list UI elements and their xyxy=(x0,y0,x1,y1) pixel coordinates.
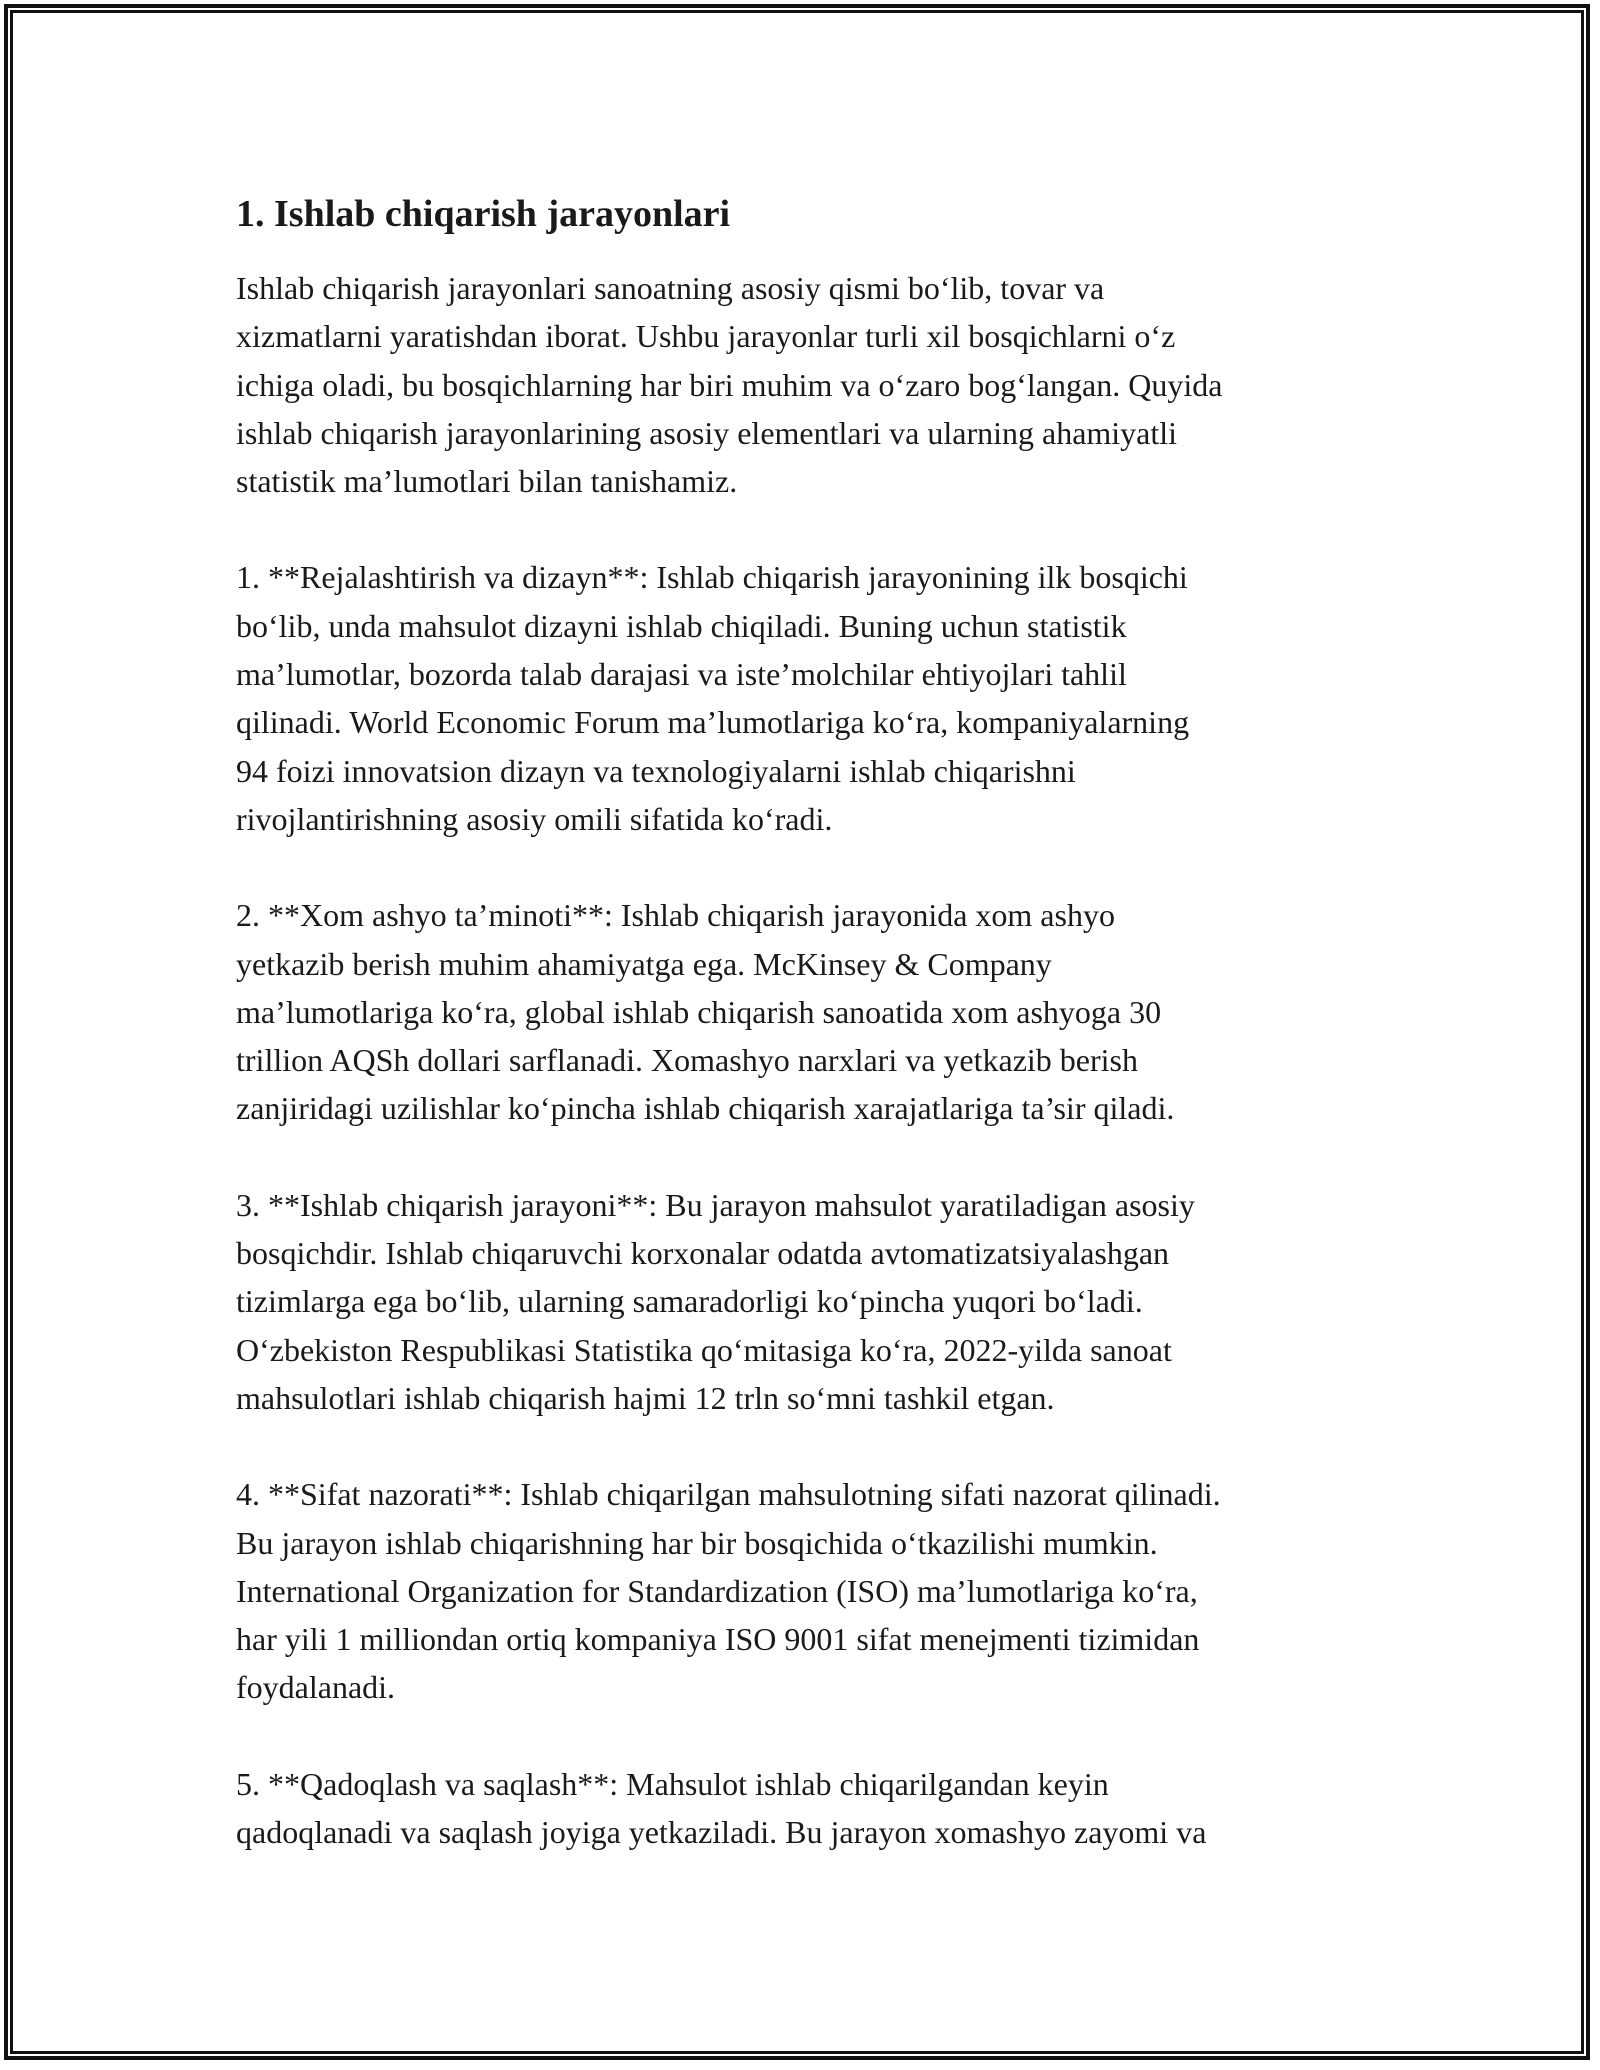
paragraph-raw-materials: 2. **Xom ashyo ta’minoti**: Ishlab chiqarish jarayonida xom ashyo yetkazib berish muhim ahamiyatga ega. McKinsey & Company ma’lumotlariga ko‘ra, global ishlab chiqarish sanoatida xom ashyoga 30 trillion AQSh dollari sarflanadi. Xomashyo narxlari va yetkazib berish zanjiridagi uzilishlar ko‘pincha ishlab chiqarish xarajatlariga ta’sir qiladi. xyxy=(236,897,1175,1127)
paragraph-planning-design: 1. **Rejalashtirish va dizayn**: Ishlab chiqarish jarayonining ilk bosqichi bo‘lib, unda mahsulot dizayni ishlab chiqiladi. Buning uchun statistik ma’lumotlar, bozorda talab darajasi va iste’molchilar ehtiyojlari tahlil qilinadi. World Economic Forum ma’lumotlariga ko‘ra, kompaniyalarning 94 foizi innovatsion dizayn va texnologiyalarni ishlab chiqarishni rivojlantirishning asosiy omili sifatida ko‘radi. xyxy=(236,559,1190,837)
paragraph-packaging-storage: 5. **Qadoqlash va saqlash**: Mahsulot ishlab chiqarilgandan keyin qadoqlanadi va saqlash joyiga yetkaziladi. Bu jarayon xomashyo zayomi va xyxy=(236,1765,1207,1851)
paragraph-production-process: 3. **Ishlab chiqarish jarayoni**: Bu jarayon mahsulot yaratiladigan asosiy bosqichdir. Ishlab chiqaruvchi korxonalar odatda avtomatizatsiyalashgan tizimlarga ega bo‘lib, ularning samaradorligi ko‘pincha yuqori bo‘ladi. O‘zbekiston Respublikasi Statistika qo‘mitasiga ko‘ra, 2022-yilda sanoat mahsulotlari ishlab chiqarish hajmi 12 trln so‘mni tashkil etgan. xyxy=(236,1186,1195,1416)
document-page xyxy=(236,190,1376,1904)
intro-paragraph: Ishlab chiqarish jarayonlari sanoatning asosiy qismi bo‘lib, tovar va xizmatlarni yaratishdan iborat. Ushbu jarayonlar turli xil bosqichlarni o‘z ichiga oladi, bu bosqichlarning har biri muhim va o‘zaro bog‘langan. Quyida ishlab chiqarish jarayonlarining asosiy elementlari va ularning ahamiyatli statistik ma’lumotlari bilan tanishamiz. xyxy=(236,270,1223,500)
paragraph-quality-control: 4. **Sifat nazorati**: Ishlab chiqarilgan mahsulotning sifati nazorat qilinadi. Bu jarayon ishlab chiqarishning har bir bosqichida o‘tkazilishi mumkin. International Organization for Standardization (ISO) ma’lumotlariga ko‘ra, har yili 1 milliondan ortiq kompaniya ISO 9001 sifat menejmenti tizimidan foydalanadi. xyxy=(236,1476,1221,1706)
section-heading: 1. Ishlab chiqarish jarayonlari xyxy=(236,193,731,235)
